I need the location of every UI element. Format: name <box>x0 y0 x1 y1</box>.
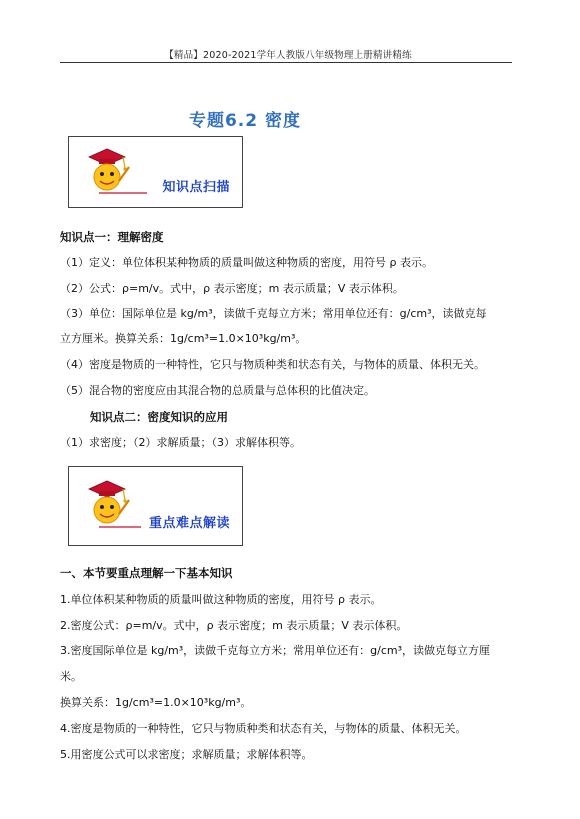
header-divider <box>60 62 512 63</box>
section3-conversion: 换算关系：1g/cm³=1.0×10³kg/m³。 <box>60 696 252 709</box>
section3-item-2: 2.密度公式：ρ=m/v。式中，ρ 表示密度；m 表示质量；V 表示体积。 <box>60 619 408 632</box>
section-heading-1: 知识点一：理解密度 <box>60 230 164 244</box>
graduate-mascot-icon <box>69 137 244 209</box>
section1-item-3-cont: 立方厘米。换算关系：1g/cm³=1.0×10³kg/m³。 <box>60 332 307 345</box>
section-heading-3: 一、本节要重点理解一下基本知识 <box>60 566 233 580</box>
section1-item-1: （1）定义：单位体积某种物质的质量叫做这种物质的密度，用符号 ρ 表示。 <box>60 256 433 269</box>
banner-knowledge-scan-label: 知识点扫描 <box>162 180 230 195</box>
banner-knowledge-scan <box>68 136 243 208</box>
section2-item-1: （1）求密度；（2）求解质量；（3）求解体积等。 <box>60 436 301 449</box>
section1-item-5: （5）混合物的密度应由其混合物的总质量与总体积的比值决定。 <box>60 384 375 397</box>
document-title: 专题6.2 密度 <box>188 111 302 131</box>
banner-key-points <box>68 466 243 546</box>
section1-item-3: （3）单位：国际单位是 kg/m³，读做千克每立方米；常用单位还有：g/cm³，读做克每 <box>60 307 487 320</box>
section1-item-2: （2）公式：ρ=m/v。式中，ρ 表示密度；m 表示质量；V 表示体积。 <box>60 282 404 295</box>
section3-item-1: 1.单位体积某种物质的质量叫做这种物质的密度，用符号 ρ 表示。 <box>60 593 382 606</box>
graduate-mascot-icon <box>69 467 244 547</box>
banner-key-points-label: 重点难点解读 <box>148 516 230 531</box>
section3-item-5: 5.用密度公式可以求密度；求解质量；求解体积等。 <box>60 748 313 761</box>
page-header: 【精品】2020-2021学年人教版八年级物理上册精讲精练 <box>164 50 412 61</box>
section3-item-4: 4.密度是物质的一种特性，它只与物质种类和状态有关，与物体的质量、体积无关。 <box>60 722 467 735</box>
section1-item-4: （4）密度是物质的一种特性，它只与物质种类和状态有关，与物体的质量、体积无关。 <box>60 358 485 371</box>
section3-item-3-cont: 米。 <box>60 670 82 683</box>
section3-item-3: 3.密度国际单位是 kg/m³，读做千克每立方米；常用单位还有：g/cm³，读做克每立方厘 <box>60 644 491 657</box>
section-heading-2: 知识点二：密度知识的应用 <box>90 410 228 424</box>
